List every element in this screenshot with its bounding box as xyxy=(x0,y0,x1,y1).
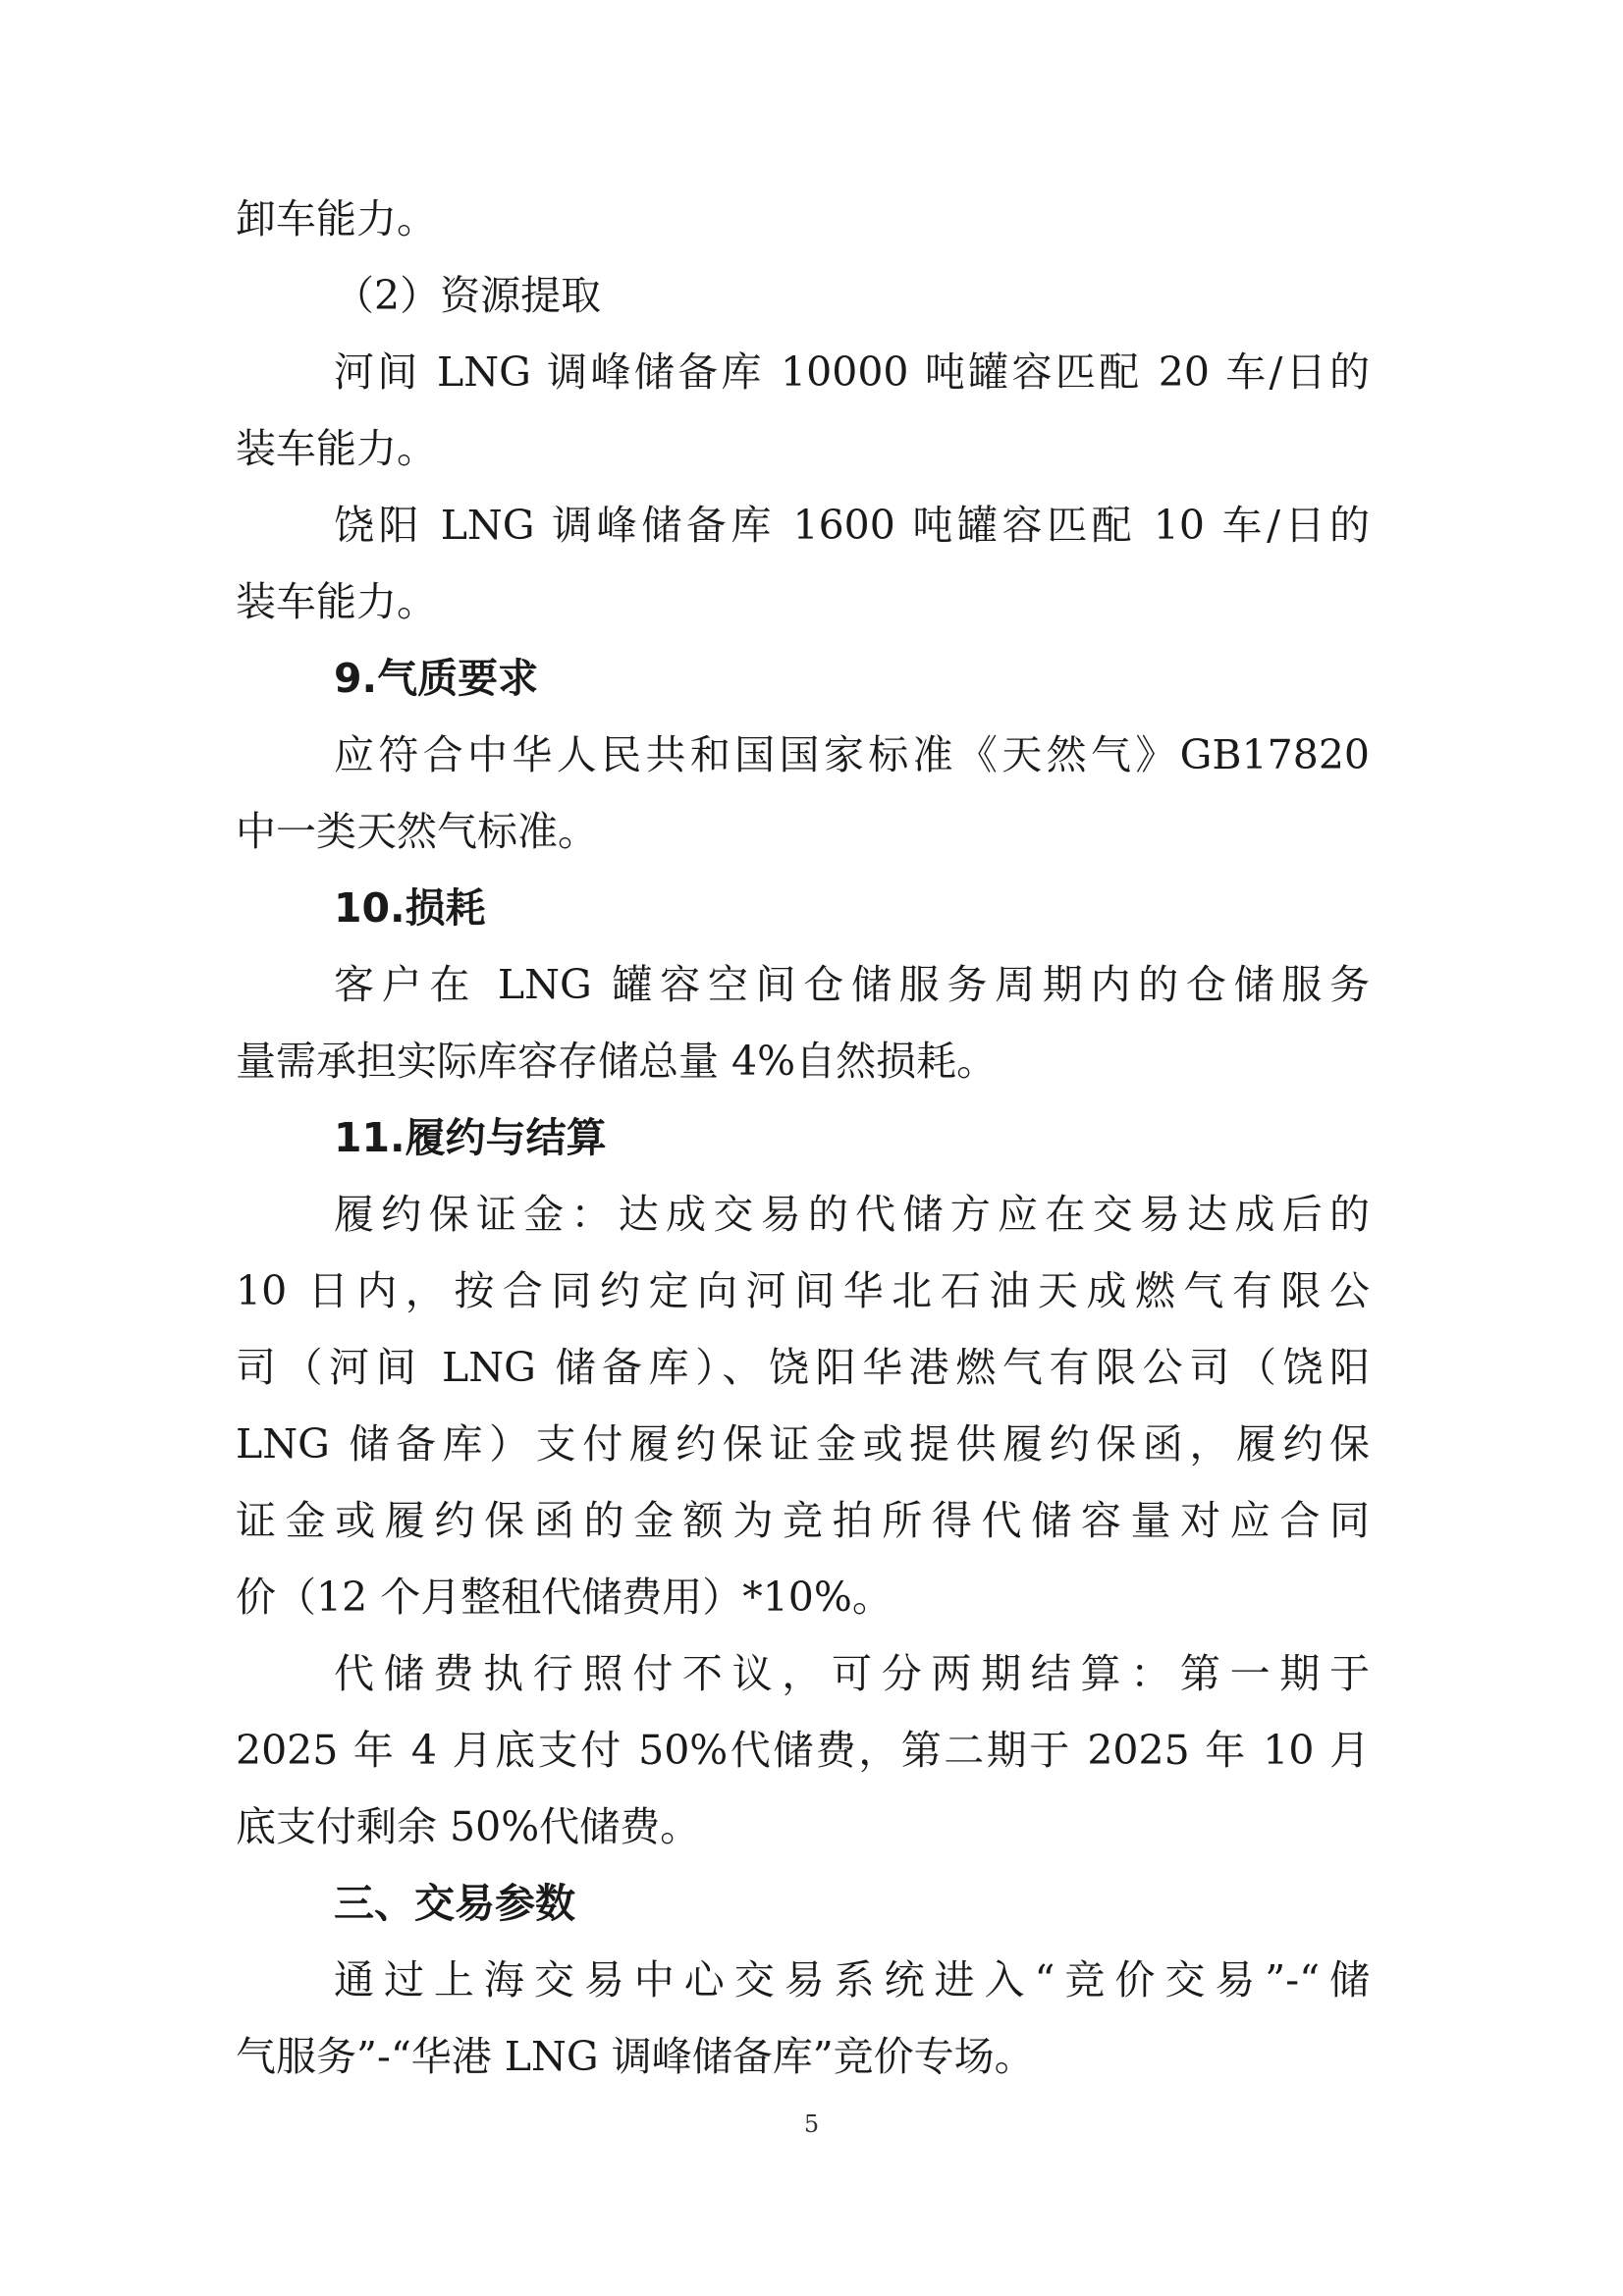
subsection-heading: （2）资源提取 xyxy=(334,272,602,319)
section-heading: 11.履约与结算 xyxy=(334,1114,607,1161)
paragraph-line: 应符合中华人民共和国国家标准《天然气》GB17820 xyxy=(334,731,1370,778)
paragraph-line: 2025 年 4 月底支付 50%代储费，第二期于 2025 年 10 月 xyxy=(236,1727,1370,1774)
section-heading: 9.气质要求 xyxy=(334,655,539,702)
paragraph-line: 通过上海交易中心交易系统进入“竞价交易”-“储 xyxy=(334,1956,1370,2003)
paragraph-line: 价（12 个月整租代储费用）*10%。 xyxy=(236,1574,893,1621)
document-body xyxy=(236,181,1370,2095)
paragraph-line: 底支付剩余 50%代储费。 xyxy=(236,1803,701,1850)
paragraph-line: 气服务”-“华港 LNG 调峰储备库”竞价专场。 xyxy=(236,2033,1035,2080)
paragraph-line: 河间 LNG 调峰储备库 10000 吨罐容匹配 20 车/日的 xyxy=(334,348,1370,396)
paragraph-line: 量需承担实际库容存储总量 4%自然损耗。 xyxy=(236,1038,998,1085)
paragraph-line: 装车能力。 xyxy=(236,578,437,625)
section-heading: 10.损耗 xyxy=(334,884,486,932)
paragraph-line: 代储费执行照付不议，可分两期结算：第一期于 xyxy=(334,1650,1370,1697)
paragraph-line: LNG 储备库）支付履约保证金或提供履约保函，履约保 xyxy=(236,1420,1370,1468)
paragraph-line: 证金或履约保函的金额为竞拍所得代储容量对应合同 xyxy=(236,1497,1370,1544)
paragraph-line: 中一类天然气标准。 xyxy=(236,808,598,855)
paragraph-line: 卸车能力。 xyxy=(236,195,437,242)
paragraph-line: 饶阳 LNG 调峰储备库 1600 吨罐容匹配 10 车/日的 xyxy=(334,502,1370,549)
paragraph-line: 司（河间 LNG 储备库）、饶阳华港燃气有限公司（饶阳 xyxy=(236,1344,1370,1391)
paragraph-line: 履约保证金：达成交易的代储方应在交易达成后的 xyxy=(334,1191,1370,1238)
chapter-heading: 三、交易参数 xyxy=(334,1880,575,1927)
paragraph-line: 10 日内，按合同约定向河间华北石油天成燃气有限公 xyxy=(236,1267,1370,1314)
paragraph-line: 客户在 LNG 罐容空间仓储服务周期内的仓储服务 xyxy=(334,961,1370,1008)
paragraph-line: 装车能力。 xyxy=(236,425,437,472)
page-number: 5 xyxy=(803,2110,820,2138)
